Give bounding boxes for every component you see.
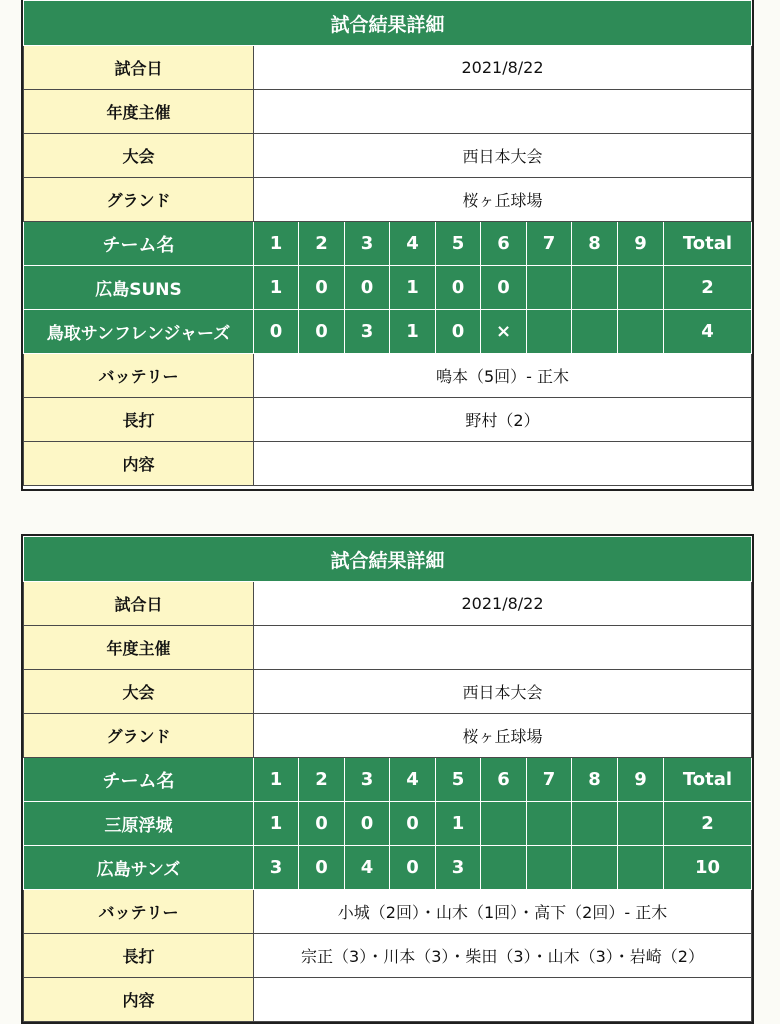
date-label: 試合日 (24, 46, 254, 90)
inning-score: 4 (345, 846, 390, 890)
total-score: 10 (664, 846, 752, 890)
game-result-card (21, 0, 754, 491)
inning-score (572, 310, 618, 354)
tournament-value: 西日本大会 (254, 670, 752, 714)
inning-score (572, 846, 618, 890)
summary-label: 内容 (24, 442, 254, 486)
inning-score (481, 802, 527, 846)
game-result-table (23, 0, 752, 486)
card-title: 試合結果詳細 (24, 1, 752, 46)
inning-header: 7 (527, 222, 572, 266)
game-result-card (21, 534, 754, 1024)
battery-label: バッテリー (24, 354, 254, 398)
inning-score: 0 (345, 802, 390, 846)
battery-label: バッテリー (24, 890, 254, 934)
inning-header: 3 (345, 222, 390, 266)
inning-score: 0 (436, 266, 481, 310)
inning-header: 4 (390, 758, 436, 802)
inning-score: 0 (390, 802, 436, 846)
inning-score (527, 266, 572, 310)
ground-value: 桜ヶ丘球場 (254, 178, 752, 222)
team-name: 広島サンズ (24, 846, 254, 890)
card-title: 試合結果詳細 (24, 537, 752, 582)
inning-score: 1 (390, 266, 436, 310)
inning-score: 0 (345, 266, 390, 310)
date-value: 2021/8/22 (254, 582, 752, 626)
scoreboard-row (24, 310, 752, 354)
tournament-label: 大会 (24, 134, 254, 178)
inning-header: 8 (572, 758, 618, 802)
inning-score: 3 (254, 846, 299, 890)
inning-score: 0 (299, 802, 345, 846)
inning-header: 3 (345, 758, 390, 802)
ground-value: 桜ヶ丘球場 (254, 714, 752, 758)
inning-score (527, 846, 572, 890)
inning-score: × (481, 310, 527, 354)
inning-header: 2 (299, 222, 345, 266)
extra-base-hits-label: 長打 (24, 934, 254, 978)
inning-score: 1 (254, 802, 299, 846)
inning-header: 5 (436, 222, 481, 266)
tournament-value: 西日本大会 (254, 134, 752, 178)
summary-value (254, 442, 752, 486)
extra-base-hits-label: 長打 (24, 398, 254, 442)
inning-header: 2 (299, 758, 345, 802)
battery-value: 小城（2回）・山木（1回）・高下（2回）- 正木 (254, 890, 752, 934)
inning-header: 9 (618, 758, 664, 802)
inning-score (618, 846, 664, 890)
organizer-value (254, 626, 752, 670)
inning-score (527, 802, 572, 846)
scoreboard-header (24, 758, 752, 802)
inning-score (572, 802, 618, 846)
scoreboard-row (24, 846, 752, 890)
team-name: 三原浮城 (24, 802, 254, 846)
team-name-header: チーム名 (24, 758, 254, 802)
battery-value: 鳴本（5回）- 正木 (254, 354, 752, 398)
scoreboard-row (24, 266, 752, 310)
summary-label: 内容 (24, 978, 254, 1022)
total-header: Total (664, 758, 752, 802)
ground-label: グランド (24, 178, 254, 222)
summary-value (254, 978, 752, 1022)
inning-header: 4 (390, 222, 436, 266)
team-name-header: チーム名 (24, 222, 254, 266)
tournament-label: 大会 (24, 670, 254, 714)
inning-header: 6 (481, 758, 527, 802)
inning-score (618, 266, 664, 310)
inning-score (618, 310, 664, 354)
inning-header: 7 (527, 758, 572, 802)
team-name: 広島SUNS (24, 266, 254, 310)
game-result-table (23, 536, 752, 1022)
inning-score (481, 846, 527, 890)
ground-label: グランド (24, 714, 254, 758)
inning-score (618, 802, 664, 846)
scoreboard-header (24, 222, 752, 266)
inning-score (572, 266, 618, 310)
inning-header: 1 (254, 758, 299, 802)
organizer-value (254, 90, 752, 134)
inning-score: 0 (481, 266, 527, 310)
inning-score: 0 (299, 310, 345, 354)
inning-score: 0 (436, 310, 481, 354)
team-name: 鳥取サンフレンジャーズ (24, 310, 254, 354)
total-score: 2 (664, 802, 752, 846)
organizer-label: 年度主催 (24, 626, 254, 670)
organizer-label: 年度主催 (24, 90, 254, 134)
inning-score: 1 (390, 310, 436, 354)
inning-score: 0 (254, 310, 299, 354)
extra-base-hits-value: 宗正（3）・川本（3）・柴田（3）・山木（3）・岩崎（2） (254, 934, 752, 978)
total-score: 2 (664, 266, 752, 310)
inning-score: 0 (299, 266, 345, 310)
scoreboard-row (24, 802, 752, 846)
total-header: Total (664, 222, 752, 266)
total-score: 4 (664, 310, 752, 354)
extra-base-hits-value: 野村（2） (254, 398, 752, 442)
date-value: 2021/8/22 (254, 46, 752, 90)
inning-header: 5 (436, 758, 481, 802)
inning-header: 8 (572, 222, 618, 266)
inning-header: 1 (254, 222, 299, 266)
inning-score: 0 (390, 846, 436, 890)
inning-score: 1 (254, 266, 299, 310)
inning-header: 6 (481, 222, 527, 266)
date-label: 試合日 (24, 582, 254, 626)
inning-score: 3 (436, 846, 481, 890)
inning-score: 1 (436, 802, 481, 846)
inning-score: 0 (299, 846, 345, 890)
inning-score (527, 310, 572, 354)
inning-header: 9 (618, 222, 664, 266)
inning-score: 3 (345, 310, 390, 354)
